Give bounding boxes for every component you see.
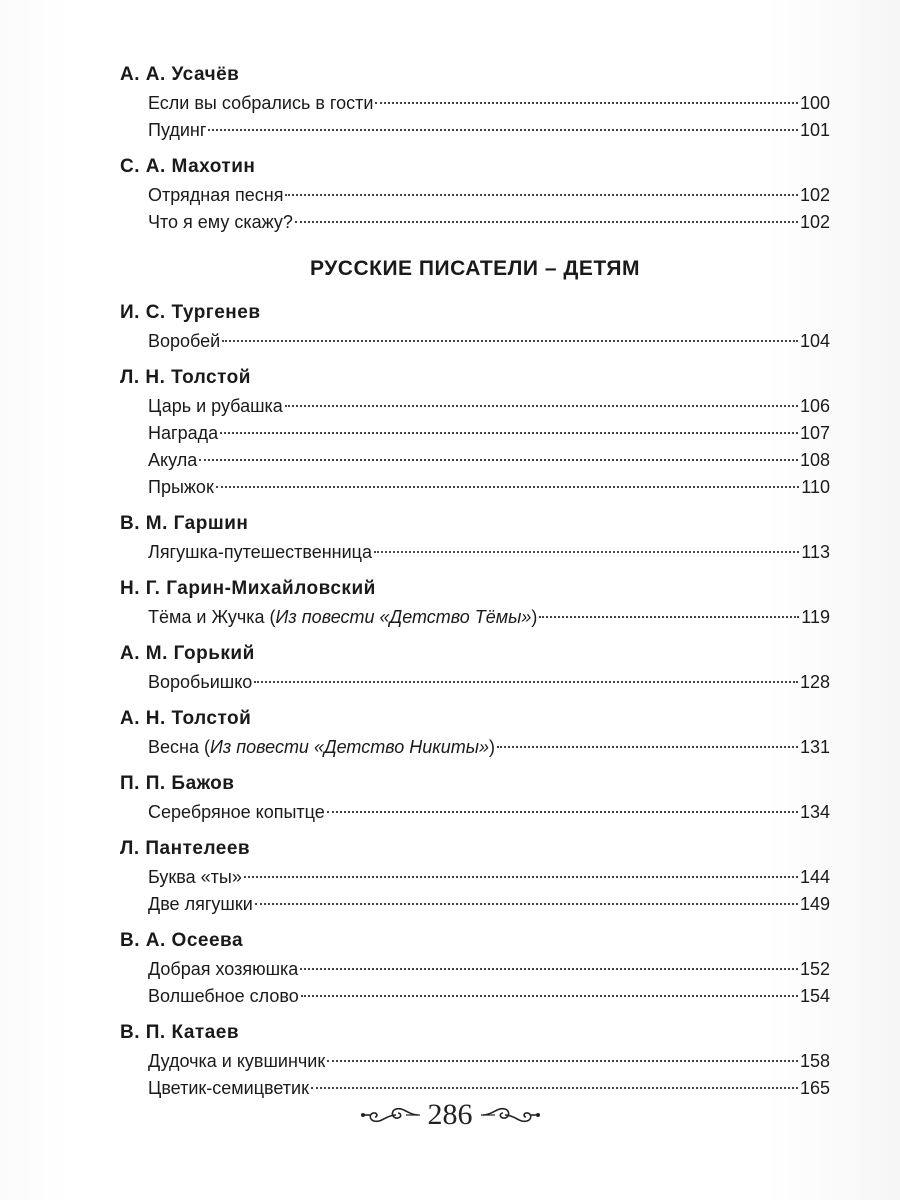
dot-leader (254, 681, 798, 683)
entry-title-part: Если вы собрались в гости (148, 93, 374, 113)
author-name: А. М. Горький (120, 643, 255, 664)
author-name: В. М. Гаршин (120, 513, 249, 534)
dot-leader (375, 102, 798, 104)
toc-entry[interactable] (120, 447, 830, 474)
toc-entry[interactable] (120, 474, 830, 501)
toc-author-section (120, 836, 830, 918)
table-of-contents (120, 62, 830, 1112)
toc-entry[interactable] (120, 983, 830, 1010)
entry-title (148, 447, 197, 474)
entry-title-part: ) (531, 607, 538, 627)
dot-leader (199, 459, 798, 461)
entry-page-number: 106 (799, 396, 830, 416)
entry-page-number: 101 (799, 120, 830, 140)
entry-page-number: 113 (801, 542, 830, 562)
author-name: Л. Пантелеев (120, 838, 251, 859)
entry-page-number: 100 (799, 93, 830, 113)
author-name: И. С. Тургенев (120, 302, 261, 323)
toc-author-section (120, 1020, 830, 1102)
dot-leader (285, 405, 798, 407)
entry-title-part: Лягушка-путешественница (148, 542, 372, 562)
toc-entry[interactable] (120, 604, 830, 631)
entry-page-number: 134 (799, 802, 830, 822)
toc-entry[interactable] (120, 90, 830, 117)
page-footer (0, 1098, 900, 1132)
entry-title (148, 474, 214, 501)
toc-entry[interactable] (120, 420, 830, 447)
dot-leader (295, 221, 798, 223)
entry-title-part: Воробьишко (148, 672, 253, 692)
entry-title-part: Тёма и Жучка ( (148, 607, 276, 627)
dot-leader (374, 551, 799, 553)
toc-author-section (120, 641, 830, 696)
entry-title-part: Две лягушки (148, 894, 253, 914)
entry-title (148, 799, 325, 826)
dot-leader (301, 995, 798, 997)
entry-page-number: 102 (799, 212, 830, 232)
toc-author-section (120, 300, 830, 355)
entry-page-number: 102 (799, 185, 830, 205)
entry-title-italic-part: Из повести «Детство Никиты» (209, 737, 490, 757)
toc-entry[interactable] (120, 328, 830, 355)
entry-page-number: 107 (799, 423, 830, 443)
entry-title (148, 864, 242, 891)
page-number: 286 (427, 1098, 473, 1131)
author-name: А. Н. Толстой (120, 708, 252, 729)
toc-entry[interactable] (120, 539, 830, 566)
dot-leader (220, 432, 798, 434)
entry-title (148, 669, 252, 696)
toc-author-section (120, 576, 830, 631)
entry-page-number: 158 (799, 1051, 830, 1071)
entry-title (148, 209, 293, 236)
toc-author-section (120, 365, 830, 501)
entry-title-part: Прыжок (148, 477, 214, 497)
author-name: А. А. Усачёв (120, 64, 240, 85)
entry-title (148, 891, 253, 918)
entry-title-part: Что я ему скажу? (148, 212, 293, 232)
author-name: Н. Г. Гарин-Михайловский (120, 578, 376, 599)
entry-page-number: 154 (799, 986, 830, 1006)
vine-flourish-icon (481, 1103, 541, 1127)
author-name: П. П. Бажов (120, 773, 235, 794)
entry-title-part: Добрая хозяюшка (148, 959, 299, 979)
entry-title (148, 117, 206, 144)
entry-page-number: 149 (799, 894, 830, 914)
toc-top-sections (120, 62, 830, 236)
entry-title-part: Пудинг (148, 120, 207, 140)
entry-page-number: 128 (799, 672, 830, 692)
dot-leader (311, 1087, 798, 1089)
toc-entry[interactable] (120, 669, 830, 696)
entry-page-number: 104 (799, 331, 830, 351)
entry-title (148, 90, 373, 117)
entry-title-part: Серебряное копытце (148, 802, 325, 822)
dot-leader (300, 968, 798, 970)
toc-entry[interactable] (120, 799, 830, 826)
dot-leader (216, 486, 799, 488)
toc-entry[interactable] (120, 117, 830, 144)
entry-title-part: Дудочка и кувшинчик (148, 1051, 326, 1071)
entry-title-part: Волшебное слово (148, 986, 299, 1006)
entry-title-part: Воробей (148, 331, 221, 351)
entry-title (148, 1048, 325, 1075)
toc-author-section (120, 706, 830, 761)
author-name: С. А. Махотин (120, 156, 256, 177)
author-name: В. П. Катаев (120, 1022, 240, 1043)
dot-leader (208, 129, 798, 131)
toc-author-section (120, 928, 830, 1010)
entry-title (148, 182, 283, 209)
entry-title-part: Весна ( (148, 737, 210, 757)
entry-title-part: Буква «ты» (148, 867, 242, 887)
toc-entry[interactable] (120, 1048, 830, 1075)
entry-title-part: Награда (148, 423, 219, 443)
dot-leader (539, 616, 799, 618)
entry-page-number: 152 (799, 959, 830, 979)
entry-title-part: ) (489, 737, 496, 757)
entry-page-number: 144 (799, 867, 830, 887)
entry-page-number: 165 (799, 1078, 830, 1098)
entry-title (148, 539, 372, 566)
toc-author-section (120, 771, 830, 826)
entry-title-part: Цветик-семицветик (148, 1078, 309, 1098)
toc-entry[interactable] (120, 864, 830, 891)
entry-title (148, 604, 537, 631)
toc-entry[interactable] (120, 182, 830, 209)
entry-title (148, 956, 298, 983)
toc-entry[interactable] (120, 209, 830, 236)
toc-author-section (120, 62, 830, 144)
entry-title (148, 420, 218, 447)
toc-bottom-sections (120, 300, 830, 1102)
dot-leader (255, 903, 798, 905)
entry-title-part: Акула (148, 450, 198, 470)
author-name: В. А. Осеева (120, 930, 244, 951)
toc-entry[interactable] (120, 956, 830, 983)
dot-leader (244, 876, 798, 878)
entry-title (148, 393, 283, 420)
entry-page-number: 119 (801, 607, 830, 627)
entry-title-italic-part: Из повести «Детство Тёмы» (275, 607, 532, 627)
entry-title-part: Царь и рубашка (148, 396, 283, 416)
entry-title (148, 734, 495, 761)
toc-author-section (120, 511, 830, 566)
entry-page-number: 131 (799, 737, 830, 757)
vine-flourish-icon (360, 1103, 420, 1127)
author-name: Л. Н. Толстой (120, 367, 251, 388)
entry-page-number: 110 (801, 477, 830, 497)
toc-author-section (120, 154, 830, 236)
dot-leader (497, 746, 798, 748)
entry-page-number: 108 (799, 450, 830, 470)
entry-title (148, 983, 299, 1010)
toc-entry[interactable] (120, 734, 830, 761)
toc-entry[interactable] (120, 393, 830, 420)
dot-leader (327, 811, 798, 813)
entry-title-part: Отрядная песня (148, 185, 284, 205)
dot-leader (327, 1060, 798, 1062)
dot-leader (285, 194, 798, 196)
section-heading: РУССКИЕ ПИСАТЕЛИ – ДЕТЯМ (310, 257, 640, 280)
entry-title (148, 328, 220, 355)
dot-leader (222, 340, 798, 342)
toc-entry[interactable] (120, 891, 830, 918)
